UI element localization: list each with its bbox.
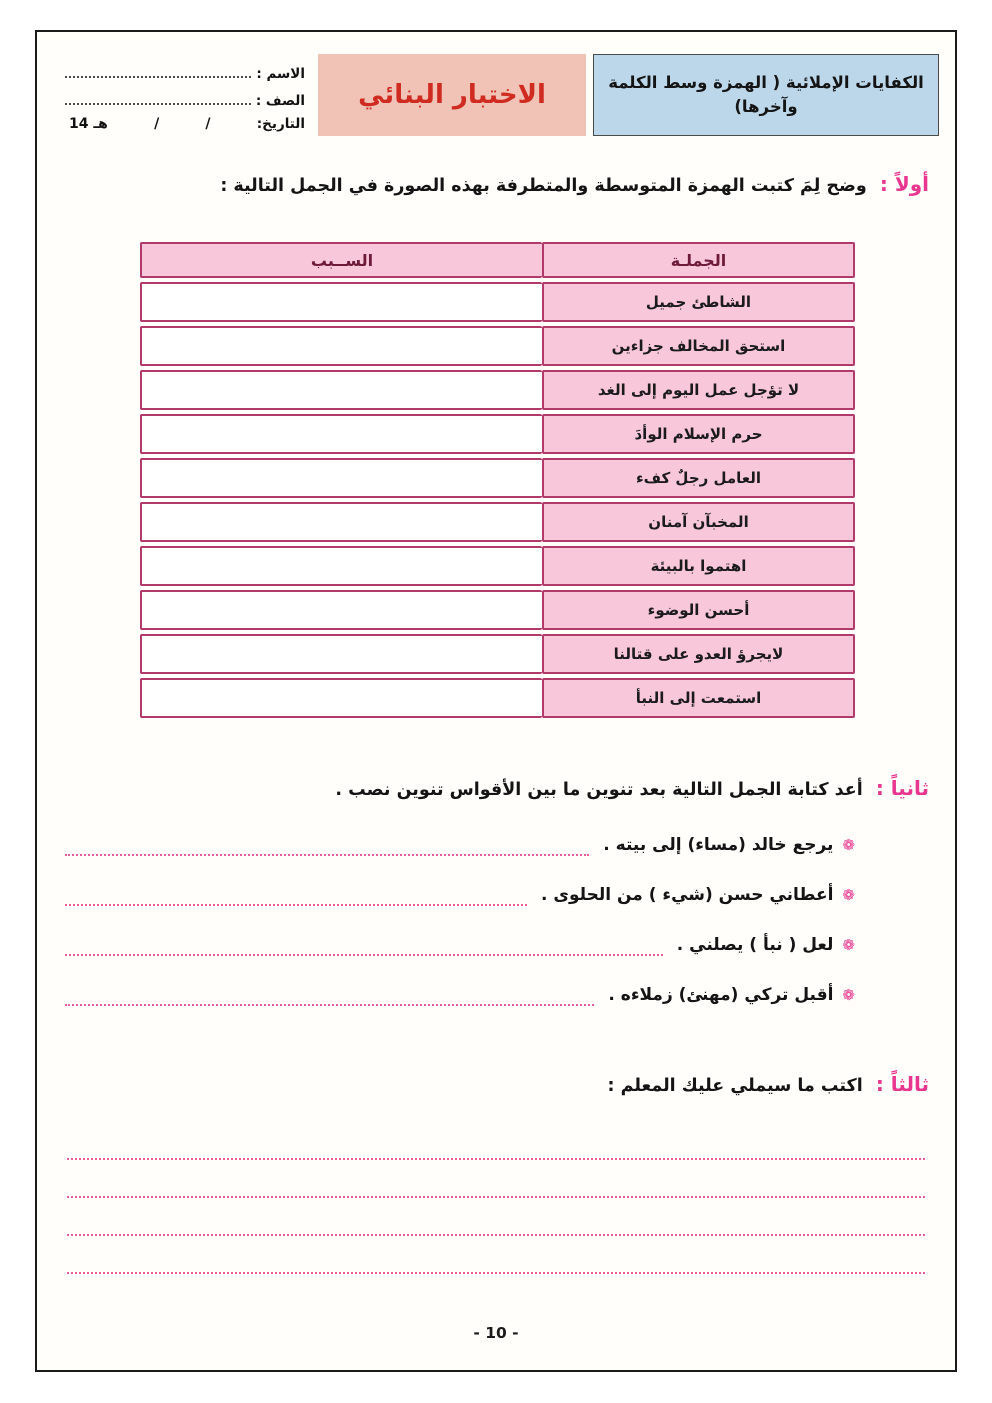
sentence-cell: لايجرؤ العدو على قتالنا bbox=[542, 634, 855, 674]
reason-answer-cell bbox=[140, 546, 542, 586]
reason-answer-cell bbox=[140, 678, 542, 718]
answer-dotted-line bbox=[65, 838, 589, 856]
reason-answer-cell bbox=[140, 370, 542, 410]
date-slash: / bbox=[154, 115, 160, 132]
reason-answer-cell bbox=[140, 634, 542, 674]
answer-dotted-line bbox=[65, 888, 527, 906]
rewrite-item bbox=[65, 870, 855, 920]
flower-bullet-icon: ❁ bbox=[842, 936, 855, 954]
flower-bullet-icon: ❁ bbox=[842, 986, 855, 1004]
topic-title: الكفايات الإملائية ( الهمزة وسط الكلمة وآخرها) bbox=[608, 73, 924, 116]
dictation-line bbox=[67, 1160, 925, 1198]
test-title: الاختبار البنائي bbox=[358, 80, 546, 110]
class-label: الصف : bbox=[255, 93, 305, 109]
table-row bbox=[140, 678, 855, 718]
answer-dotted-line bbox=[65, 938, 663, 956]
date-hijri-year: 14 هـ bbox=[69, 115, 108, 132]
sentence-column-header: الجملـة bbox=[542, 242, 855, 278]
section-three-instruction: اكتب ما سيملي عليك المعلم : bbox=[607, 1076, 863, 1096]
sentence-cell: أحسن الوضوء bbox=[542, 590, 855, 630]
rewrite-sentence: أعطاني حسن (شيء ) من الحلوى . bbox=[541, 885, 834, 905]
name-row bbox=[63, 57, 305, 82]
sentence-cell: لا تؤجل عمل اليوم إلى الغد bbox=[542, 370, 855, 410]
section-two-heading bbox=[335, 776, 929, 800]
worksheet-page-frame bbox=[35, 30, 957, 1372]
table-row bbox=[140, 502, 855, 542]
section-three-label: ثالثاً : bbox=[875, 1072, 929, 1096]
dictation-line bbox=[67, 1198, 925, 1236]
section-three-heading bbox=[608, 1072, 930, 1096]
sentence-cell: استحق المخالف جزاءين bbox=[542, 326, 855, 366]
reason-answer-cell bbox=[140, 458, 542, 498]
table-row bbox=[140, 634, 855, 674]
rewrite-sentence: لعل ( نبأ ) يصلني . bbox=[676, 935, 834, 955]
flower-bullet-icon: ❁ bbox=[842, 836, 855, 854]
class-blank-line bbox=[65, 93, 251, 105]
section-two-label: ثانياً : bbox=[875, 776, 929, 800]
reason-answer-cell bbox=[140, 282, 542, 322]
table-row bbox=[140, 458, 855, 498]
rewrite-items bbox=[65, 820, 855, 1020]
rewrite-item bbox=[65, 970, 855, 1020]
date-label: التاريخ: bbox=[256, 115, 305, 132]
sentence-cell: الشاطئ جميل bbox=[542, 282, 855, 322]
table-row bbox=[140, 414, 855, 454]
reason-answer-cell bbox=[140, 326, 542, 366]
date-row bbox=[63, 111, 305, 136]
date-slash: / bbox=[205, 115, 211, 132]
header bbox=[53, 54, 939, 136]
reason-answer-cell bbox=[140, 414, 542, 454]
sentence-cell: العامل رجلٌ كفء bbox=[542, 458, 855, 498]
answer-dotted-line bbox=[65, 988, 594, 1006]
reason-answer-cell bbox=[140, 502, 542, 542]
table-row bbox=[140, 370, 855, 410]
table-row bbox=[140, 282, 855, 322]
class-row bbox=[63, 84, 305, 109]
section-one-heading bbox=[220, 172, 929, 196]
topic-box bbox=[593, 54, 939, 136]
sentence-cell: حرم الإسلام الوأدَ bbox=[542, 414, 855, 454]
section-two-instruction: أعد كتابة الجمل التالية بعد تنوين ما بين الأقواس تنوين نصب . bbox=[335, 780, 863, 800]
table-row bbox=[140, 326, 855, 366]
name-blank-line bbox=[65, 66, 251, 78]
page-number: - 10 - bbox=[473, 1324, 519, 1342]
rewrite-item bbox=[65, 820, 855, 870]
table-row bbox=[140, 590, 855, 630]
reason-answer-cell bbox=[140, 590, 542, 630]
student-info-box bbox=[53, 54, 311, 136]
sentence-cell: اهتموا بالبيئة bbox=[542, 546, 855, 586]
rewrite-sentence: أقبل تركي (مهنئ) زملاءه . bbox=[608, 985, 834, 1005]
rewrite-item bbox=[65, 920, 855, 970]
rewrite-sentence: يرجع خالد (مساء) إلى بيته . bbox=[603, 835, 834, 855]
hamza-sentences-table bbox=[140, 242, 855, 722]
dictation-line bbox=[67, 1122, 925, 1160]
reason-column-header: الســبب bbox=[140, 242, 542, 278]
test-title-box bbox=[318, 54, 586, 136]
flower-bullet-icon: ❁ bbox=[842, 886, 855, 904]
section-one-instruction: وضح لِمَ كتبت الهمزة المتوسطة والمتطرفة بهذه الصورة في الجمل التالية : bbox=[220, 176, 867, 196]
sentence-cell: استمعت إلى النبأ bbox=[542, 678, 855, 718]
table-header-row bbox=[140, 242, 855, 278]
sentence-cell: المخبآن آمنان bbox=[542, 502, 855, 542]
name-label: الاسم : bbox=[256, 66, 305, 82]
table-row bbox=[140, 546, 855, 586]
dictation-line bbox=[67, 1236, 925, 1274]
dictation-lines bbox=[67, 1122, 925, 1274]
section-one-label: أولاً : bbox=[879, 172, 929, 196]
